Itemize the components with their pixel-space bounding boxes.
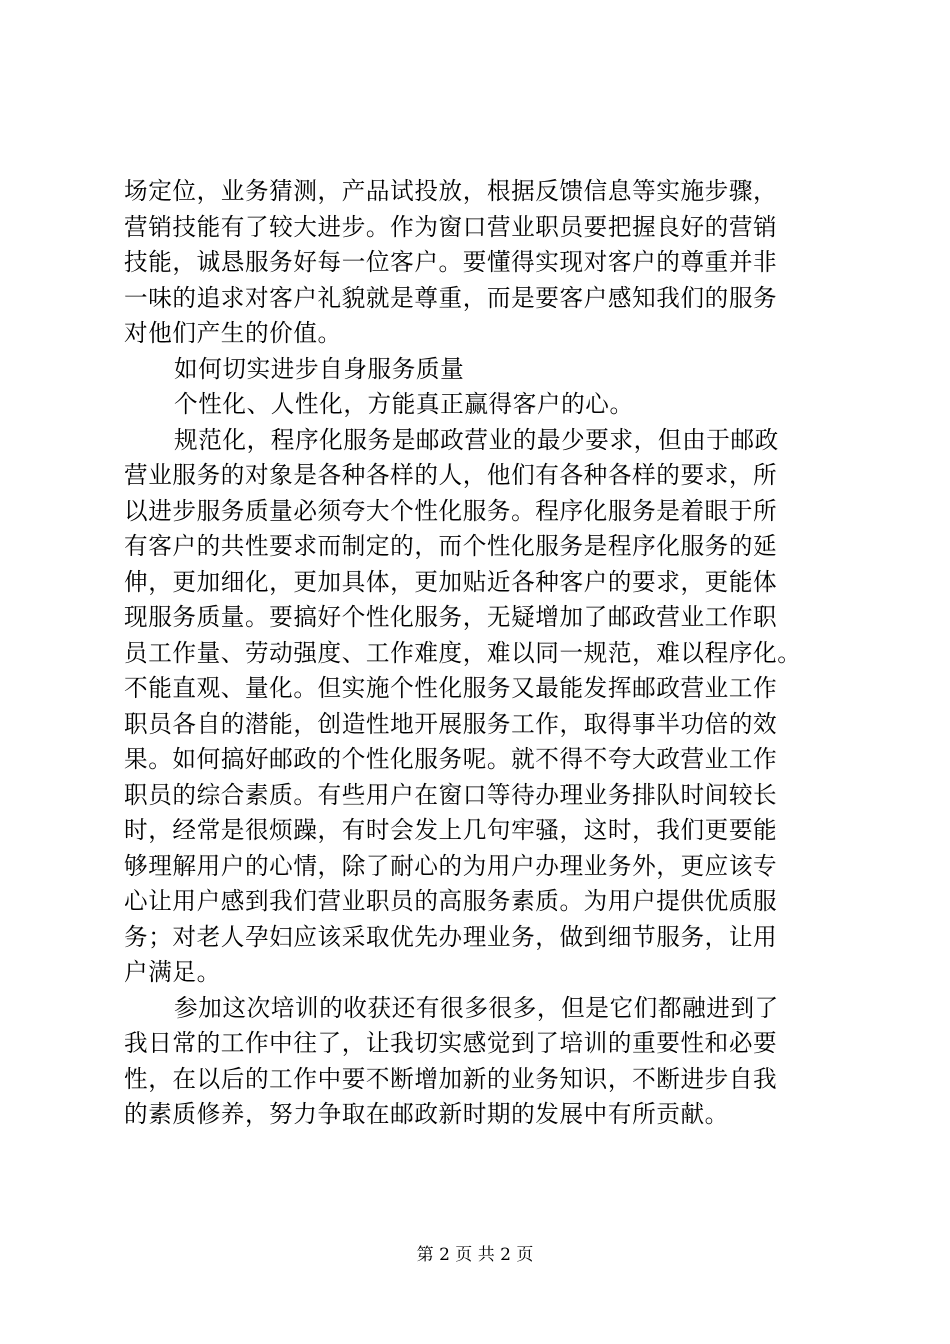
text-line: 员工作量、劳动强度、工作难度，难以同一规范，难以程序化。 [124, 638, 802, 667]
text-line: 够理解用户的心情，除了耐心的为用户办理业务外，更应该专 [124, 851, 778, 880]
document-body [124, 174, 844, 1133]
text-line: 我日常的工作中往了，让我切实感觉到了培训的重要性和必要 [124, 1029, 778, 1057]
text-line: 不能直观、量化。但实施个性化服务又最能发挥邮政营业工作 [124, 674, 778, 702]
text-line: 对他们产生的价值。 [124, 319, 342, 347]
text-line: 心让用户感到我们营业职员的高服务素质。为用户提供优质服 [124, 887, 778, 915]
text-line: 现服务质量。要搞好个性化服务，无疑增加了邮政营业工作职 [124, 603, 778, 631]
text-line: 技能，诚恳服务好每一位客户。要懂得实现对客户的尊重并非 [124, 248, 778, 276]
text-line: 如何切实进步自身服务质量 [174, 354, 465, 383]
text-line: 一味的追求对客户礼貌就是尊重，而是要客户感知我们的服务 [124, 283, 778, 312]
text-line: 场定位，业务猜测，产品试投放，根据反馈信息等实施步骤， [124, 177, 778, 205]
text-line: 以进步服务质量必须夸大个性化服务。程序化服务是着眼于所 [124, 496, 778, 525]
text-line: 务；对老人孕妇应该采取优先办理业务，做到细节服务，让用 [124, 922, 778, 951]
text-line: 职员各自的潜能，创造性地开展服务工作，取得事半功倍的效 [124, 709, 778, 738]
text-line: 职员的综合素质。有些用户在窗口等待办理业务排队时间较长 [124, 780, 778, 809]
text-line: 的素质修养，努力争取在邮政新时期的发展中有所贡献。 [124, 1100, 729, 1128]
text-line: 伸，更加细化，更加具体，更加贴近各种客户的要求，更能体 [124, 567, 778, 596]
text-line: 个性化、人性化，方能真正赢得客户的心。 [174, 390, 634, 418]
text-line: 参加这次培训的收获还有很多很多，但是它们都融进到了 [174, 993, 779, 1022]
text-line: 性，在以后的工作中要不断增加新的业务知识，不断进步自我 [124, 1064, 778, 1093]
page-footer: 第 2 页 共 2 页 [416, 1245, 534, 1265]
text-line: 营业服务的对象是各种各样的人，他们有各种各样的要求，所 [124, 461, 778, 489]
text-line: 果。如何搞好邮政的个性化服务呢。就不得不夸大政营业工作 [124, 745, 778, 773]
text-line: 营销技能有了较大进步。作为窗口营业职员要把握良好的营销 [124, 212, 778, 241]
text-line: 户满足。 [124, 958, 221, 986]
text-line: 有客户的共性要求而制定的，而个性化服务是程序化服务的延 [124, 532, 778, 560]
text-line: 时，经常是很烦躁，有时会发上几句牢骚，这时，我们更要能 [124, 816, 778, 844]
text-line: 规范化，程序化服务是邮政营业的最少要求，但由于邮政 [174, 425, 779, 454]
